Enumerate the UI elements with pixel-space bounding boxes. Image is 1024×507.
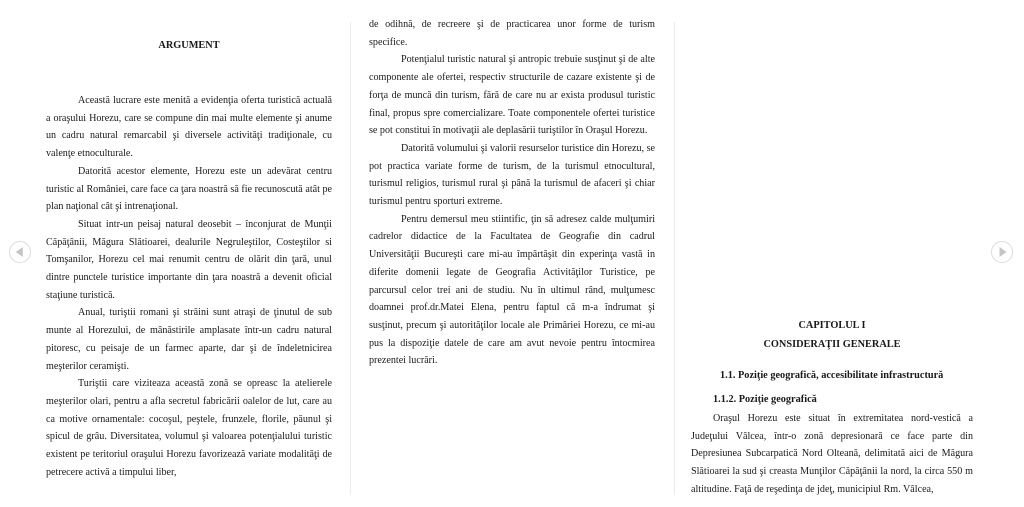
paragraph: Datorită volumului şi valorii resurselor turistice din Horezu, se pot practica variate forme de turism, de la turismul etnocultural, turismul religios, turismul rural şi până la turismul de afaceri şi chiar turismul pentru sporturi extreme. (369, 142, 655, 208)
chapter-heading: CAPITOLUL I (798, 320, 866, 331)
page-body (46, 92, 332, 481)
previous-page-button[interactable] (9, 241, 31, 263)
page-continuation (369, 16, 655, 370)
paragraph: Turiştii care viziteaza această zonă se opreasc la atelierele meşterilor olari, pentru a afla secretul fabricării oalelor de lut, care au ca motive ornamentale: cocoşul, peştele, frunzele, florile, păunul şi spicul de grâu. Diversitatea, volumul şi valoarea potenţialului turistic existent pe teritoriul oraşului Horezu favorizează variate modalităţi de petrecere activă a timpului liber, (46, 378, 332, 478)
paragraph: Oraşul Horezu este situat în extremitatea nord-vestică a Judeţului Vâlcea, într-o zonă depresionară ce face parte din Depresiunea Subcarpatică Nord Olteană, delimitată aici de Măgura Slătioarei la sud şi creasta Munţilor Căpăţânii la nord, la circa 550 m altitudine. Faţă de reşedinţa de jdeţ, municipiul Rm. Vâlcea, (691, 413, 973, 495)
paragraph: Această lucrare este menită a evidenţia oferta turistică actuală a oraşului Horezu, care se compune din mai multe elemente şi anume un cadru natural remarcabil şi diversele activităţi tradiţionale, cu valenţe etnoculturale. (46, 95, 332, 160)
page-title: ARGUMENT (158, 40, 220, 51)
chapter-title: CONSIDERAŢII GENERALE (763, 339, 901, 350)
paragraph: Situat intr-un peisaj natural deosebit – înconjurat de Munţii Căpăţânii, Măgura Slătioarei, dealurile Negruleştilor, Costeştilor si Tomşanilor, Horezu cel mai renumit centru de olărit din ţară, unul dintre punctele turistice importante din ţara noastră a devenit oficial staţiune turistică. (46, 218, 332, 301)
section-heading: 1.1. Poziţie geografică, accesibilitate infrastructură (720, 370, 944, 381)
paragraph: Anual, turiştii romani şi străini sunt atraşi de ţinutul de sub munte al Horezului, de mânăstirile amplasate într-un cadru natural pitoresc, cu peisaje de un farmec aparte, dar şi de îndeletnicirea meşterilor ceramişti. (46, 307, 332, 372)
paragraph: Datorită acestor elemente, Horezu este un adevărat centru turistic al României, care face ca ţara noastră să fie recunoscută atât pe plan naţional cât şi intrenaţional. (46, 165, 332, 213)
chevron-right-icon (1000, 247, 1007, 257)
paragraph: Potenţialul turistic natural şi antropic trebuie susţinut şi de alte componente ale ofertei, respectiv structurile de cazare existente şi de forţa de muncă din turism, fără de care nu ar exista produsul turistic final, propus spre comercializare. Toate componentele ofertei turistice se pot constitui în motivaţii ale deplasării turiştilor în Oraşul Horezu. (369, 54, 655, 137)
next-page-button[interactable] (991, 241, 1013, 263)
chevron-left-icon (16, 247, 23, 257)
page-separator (350, 22, 351, 495)
page-separator (674, 22, 675, 495)
paragraph: Pentru demersul meu stiintific, ţin să adresez calde mulţumiri cadrelor didactice de la Facultatea de Geografie din cadrul Universităţii Bucureşti care mi-au împărtăşit din experinţa vastă in diferite domenii legate de Geografia Activităţilor Turistice, pe parcursul celor trei ani de studiu. Nu în ultimul rând, mulţumesc doamnei prof.dr.Matei Elena, pentru faptul că m-a îndrumat şi susţinut, precum şi autorităţilor locale ale Primăriei Horezu, ce mi-au pus la dispoziţie datele de care am avut nevoie pentru întocmirea prezentei lucrări. (369, 213, 655, 367)
page-body (691, 410, 973, 499)
subsection-heading: 1.1.2. Poziţie geografică (713, 394, 817, 405)
paragraph-continued: de odihnă, de recreere şi de practicarea unor forme de turism specifice. (369, 19, 655, 48)
